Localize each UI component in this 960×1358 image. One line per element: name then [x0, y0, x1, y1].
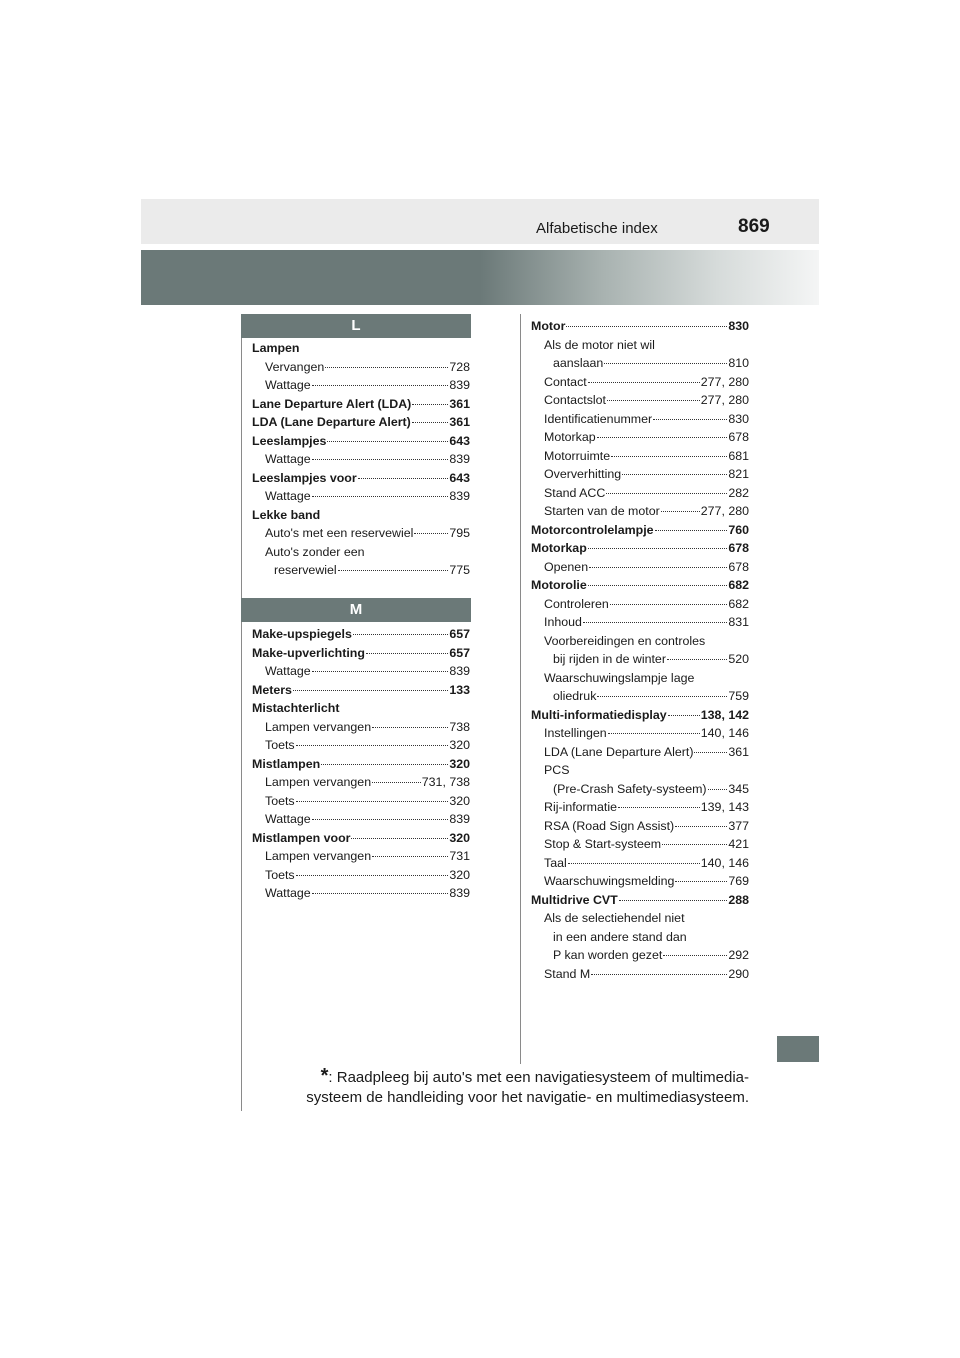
index-entry: [252, 358, 470, 377]
dot-leader: [662, 844, 727, 845]
index-term: Lampen: [252, 341, 300, 355]
dot-leader: [622, 474, 727, 475]
dot-leader: [353, 634, 448, 635]
page-reference: 140, 146: [700, 855, 749, 870]
index-term: PCS: [544, 763, 570, 777]
page-reference: 421: [728, 837, 749, 851]
index-entry: [531, 946, 749, 965]
index-term: Waarschuwingsmelding: [544, 874, 675, 888]
dot-leader: [296, 745, 449, 746]
dot-leader: [611, 456, 727, 457]
page-reference: 678: [728, 541, 749, 555]
index-entry: [252, 736, 470, 755]
dot-leader: [358, 478, 449, 479]
dot-leader: [412, 422, 449, 423]
section-header-l: L: [241, 314, 471, 338]
page-reference: 839: [449, 664, 470, 678]
index-entry: [531, 595, 749, 614]
index-term: Mistlampen voor: [252, 830, 351, 845]
index-term: Motorcontrolelampje: [531, 522, 654, 537]
page-reference: 138, 142: [700, 707, 749, 722]
index-term: Auto's met een reservewiel: [265, 526, 414, 540]
index-entry: [531, 576, 749, 595]
dot-leader: [414, 533, 448, 534]
index-term: Leeslampjes voor: [252, 470, 357, 485]
index-entry: [252, 681, 470, 700]
index-entry: [531, 521, 749, 540]
index-entry: [531, 410, 749, 429]
dot-leader: [675, 881, 727, 882]
dot-leader: [618, 807, 700, 808]
chapter-tab: [777, 1036, 819, 1062]
dot-leader: [610, 604, 728, 605]
page-reference: 133: [449, 682, 470, 697]
index-term: Contactslot: [544, 393, 606, 407]
index-entry: [531, 484, 749, 503]
page-reference: 282: [728, 485, 749, 500]
dot-leader: [597, 437, 728, 438]
dot-leader: [293, 690, 448, 691]
page-reference: 277, 280: [700, 374, 749, 389]
page-number: 869: [738, 216, 770, 237]
index-entry: [252, 376, 470, 395]
index-entry: [531, 909, 749, 928]
page-reference: 320: [449, 867, 470, 882]
page-reference: 681: [728, 448, 749, 463]
index-entry: [252, 506, 470, 525]
dot-leader: [327, 441, 448, 442]
index-term: Motor: [531, 319, 566, 333]
index-term: Multi-informatiedisplay: [531, 707, 667, 722]
index-entry: [531, 872, 749, 891]
index-list-right: [531, 317, 749, 983]
index-entry: [531, 706, 749, 725]
page-reference: 839: [449, 812, 470, 826]
index-list-l: [252, 339, 470, 580]
index-term: Meters: [252, 682, 292, 697]
index-entry: [252, 810, 470, 829]
index-term: Openen: [544, 559, 589, 574]
dot-leader: [588, 585, 728, 586]
index-term: P kan worden gezet: [553, 948, 663, 962]
index-term: Waarschuwingslampje lage: [544, 670, 695, 685]
index-term: Multidrive CVT: [531, 892, 618, 907]
index-term: Wattage: [265, 452, 311, 466]
dot-leader: [312, 459, 449, 460]
decorative-band: [141, 250, 819, 305]
dot-leader: [312, 893, 449, 894]
dot-leader: [372, 782, 421, 783]
index-term: oliedruk: [553, 689, 597, 703]
index-entry: [531, 650, 749, 669]
index-term: Motorolie: [531, 578, 587, 592]
dot-leader: [694, 752, 727, 753]
dot-leader: [366, 653, 448, 654]
dot-leader: [606, 493, 727, 494]
index-entry: [252, 339, 470, 358]
index-term: Make-upspiegels: [252, 627, 352, 641]
footnote-line-1: [241, 1066, 749, 1088]
footnote-line-2: systeem de handleiding voor het navigatie- en multimediasysteem.: [306, 1089, 749, 1106]
index-term: reservewiel: [274, 563, 337, 577]
index-term: Contact: [544, 374, 587, 389]
index-entry: [252, 866, 470, 885]
index-term: Auto's zonder een: [265, 544, 365, 559]
index-entry: [531, 687, 749, 706]
index-entry: [252, 625, 470, 644]
index-entry: [252, 847, 470, 866]
index-term: Als de motor niet wil: [544, 337, 655, 352]
index-entry: [252, 699, 470, 718]
page-reference: 821: [728, 467, 749, 481]
footnote-text-1: : Raadpleeg bij auto's met een navigatiesysteem of multimedia-: [328, 1069, 749, 1086]
page-reference: 361: [449, 396, 470, 411]
index-term: Motorruimte: [544, 448, 611, 463]
page-reference: 657: [449, 627, 470, 641]
dot-leader: [372, 727, 448, 728]
index-term: aanslaan: [553, 356, 604, 370]
page-reference: 320: [449, 793, 470, 808]
index-entry: [252, 792, 470, 811]
header-bar: [141, 199, 819, 244]
index-entry: [252, 884, 470, 903]
index-entry: [531, 465, 749, 484]
index-term: Lekke band: [252, 507, 321, 522]
index-term: Motorkap: [544, 430, 596, 444]
index-entry: [252, 450, 470, 469]
index-entry: [531, 391, 749, 410]
dot-leader: [708, 789, 728, 790]
page-reference: 839: [449, 489, 470, 503]
index-entry: [252, 773, 470, 792]
index-term: Starten van de motor: [544, 504, 660, 518]
index-term: Wattage: [265, 664, 311, 678]
index-term: Stand ACC: [544, 485, 606, 500]
page-reference: 377: [728, 818, 749, 833]
dot-leader: [589, 567, 727, 568]
index-entry: [252, 524, 470, 543]
index-entry: [531, 428, 749, 447]
index-term: Stand M: [544, 966, 591, 981]
page-reference: 831: [728, 615, 749, 629]
page-reference: 320: [449, 830, 470, 845]
page-reference: 277, 280: [700, 393, 749, 407]
page-reference: 760: [728, 522, 749, 537]
index-entry: [252, 432, 470, 451]
index-entry: [531, 743, 749, 762]
index-term: Wattage: [265, 378, 311, 392]
index-entry: [531, 336, 749, 355]
dot-leader: [566, 326, 727, 327]
index-term: Lampen vervangen: [265, 719, 372, 734]
index-entry: [252, 413, 470, 432]
dot-leader: [675, 826, 727, 827]
page-reference: 839: [449, 886, 470, 900]
page-reference: 320: [449, 738, 470, 752]
dot-leader: [667, 659, 727, 660]
page-reference: 139, 143: [700, 800, 749, 814]
middle-column-rule: [520, 314, 521, 1064]
dot-leader: [619, 900, 728, 901]
index-term: Lane Departure Alert (LDA): [252, 396, 412, 411]
dot-leader: [597, 696, 727, 697]
index-entry: [531, 798, 749, 817]
index-entry: [252, 644, 470, 663]
dot-leader: [325, 367, 448, 368]
dot-leader: [607, 400, 700, 401]
dot-leader: [608, 733, 700, 734]
page-reference: 292: [728, 948, 749, 962]
index-entry: [531, 891, 749, 910]
index-entry: [531, 502, 749, 521]
page-reference: 643: [449, 433, 470, 448]
dot-leader: [321, 764, 448, 765]
index-term: LDA (Lane Departure Alert): [252, 415, 411, 429]
index-entry: [252, 718, 470, 737]
page-reference: 643: [449, 470, 470, 485]
index-entry: [531, 724, 749, 743]
page-reference: 795: [449, 526, 470, 540]
dot-leader: [661, 511, 700, 512]
index-entry: [531, 965, 749, 984]
page-reference: 678: [728, 430, 749, 444]
index-term: Wattage: [265, 886, 311, 900]
index-term: Rij-informatie: [544, 800, 617, 814]
index-term: Toets: [265, 738, 295, 752]
page-reference: 682: [728, 596, 749, 611]
page-reference: 290: [728, 966, 749, 981]
index-entry: [531, 761, 749, 780]
page-reference: 345: [728, 781, 749, 796]
index-term: Mistlampen: [252, 756, 321, 771]
index-term: Voorbereidingen en controles: [544, 633, 706, 648]
page-reference: 830: [728, 411, 749, 426]
page-reference: 361: [728, 744, 749, 759]
page-reference: 731: [449, 849, 470, 863]
dot-leader: [296, 875, 449, 876]
index-term: Wattage: [265, 489, 311, 503]
page-reference: 839: [449, 378, 470, 392]
page-reference: 657: [449, 645, 470, 660]
index-entry: [531, 558, 749, 577]
footnote-marker: *: [320, 1065, 329, 1087]
dot-leader: [653, 419, 727, 420]
page-reference: 361: [449, 415, 470, 429]
dot-leader: [668, 715, 700, 716]
index-entry: [531, 317, 749, 336]
dot-leader: [655, 530, 728, 531]
index-term: Leeslampjes: [252, 433, 327, 448]
page-reference: 731, 738: [421, 775, 470, 789]
index-term: Vervangen: [265, 359, 325, 374]
index-entry: [252, 662, 470, 681]
index-term: Lampen vervangen: [265, 849, 372, 863]
left-column-rule: [241, 314, 242, 1111]
index-term: Controleren: [544, 596, 609, 611]
index-entry: [531, 613, 749, 632]
index-term: Toets: [265, 793, 295, 808]
dot-leader: [588, 548, 728, 549]
index-list-m: [252, 625, 470, 903]
index-entry: [252, 755, 470, 774]
index-entry: [531, 817, 749, 836]
page-reference: 759: [728, 689, 749, 703]
index-entry: [531, 928, 749, 947]
page-reference: 738: [449, 719, 470, 734]
index-term: Motorkap: [531, 541, 587, 555]
dot-leader: [583, 622, 727, 623]
page-reference: 728: [449, 359, 470, 374]
index-entry: [252, 543, 470, 562]
page-reference: 288: [728, 892, 749, 907]
index-term: Wattage: [265, 812, 311, 826]
dot-leader: [568, 863, 700, 864]
dot-leader: [296, 801, 449, 802]
index-term: Instellingen: [544, 726, 607, 740]
index-entry: [252, 469, 470, 488]
index-term: RSA (Road Sign Assist): [544, 818, 675, 833]
section-header-m: M: [241, 598, 471, 622]
dot-leader: [663, 955, 727, 956]
index-entry: [252, 829, 470, 848]
page-reference: 839: [449, 452, 470, 466]
index-entry: [531, 854, 749, 873]
index-entry: [531, 632, 749, 651]
page-reference: 830: [728, 319, 749, 333]
dot-leader: [412, 404, 448, 405]
index-entry: [252, 561, 470, 580]
page-title: Alfabetische index: [536, 220, 658, 237]
dot-leader: [312, 671, 449, 672]
index-entry: [252, 395, 470, 414]
page-reference: 769: [728, 874, 749, 888]
dot-leader: [591, 974, 727, 975]
dot-leader: [312, 385, 449, 386]
page-reference: 140, 146: [700, 726, 749, 740]
dot-leader: [588, 382, 700, 383]
footnote: [241, 1066, 749, 1108]
dot-leader: [351, 838, 448, 839]
index-entry: [531, 539, 749, 558]
dot-leader: [312, 819, 449, 820]
index-term: Toets: [265, 867, 295, 882]
index-term: Identificatienummer: [544, 411, 653, 426]
page-reference: 277, 280: [700, 504, 749, 518]
index-term: in een andere stand dan: [553, 929, 687, 944]
index-term: Inhoud: [544, 615, 582, 629]
index-term: Als de selectiehendel niet: [544, 911, 685, 925]
dot-leader: [312, 496, 449, 497]
index-term: bij rijden in de winter: [553, 652, 666, 666]
index-term: Lampen vervangen: [265, 775, 372, 789]
index-term: Stop & Start-systeem: [544, 837, 662, 851]
page-reference: 320: [449, 756, 470, 771]
page-reference: 775: [449, 563, 470, 577]
index-term: Oververhitting: [544, 467, 622, 481]
page-reference: 810: [728, 356, 749, 370]
dot-leader: [338, 570, 449, 571]
index-term: LDA (Lane Departure Alert): [544, 744, 694, 759]
index-entry: [531, 669, 749, 688]
index-entry: [252, 487, 470, 506]
page-reference: 520: [728, 652, 749, 666]
page-reference: 682: [728, 578, 749, 592]
index-entry: [531, 373, 749, 392]
index-entry: [531, 447, 749, 466]
index-entry: [531, 835, 749, 854]
index-term: Make-upverlichting: [252, 645, 365, 660]
index-term: Mistachterlicht: [252, 701, 340, 715]
index-term: Taal: [544, 855, 567, 870]
index-entry: [531, 780, 749, 799]
page-reference: 678: [728, 559, 749, 574]
dot-leader: [372, 856, 448, 857]
index-term: (Pre-Crash Safety-systeem): [553, 781, 707, 796]
dot-leader: [604, 363, 727, 364]
index-entry: [531, 354, 749, 373]
